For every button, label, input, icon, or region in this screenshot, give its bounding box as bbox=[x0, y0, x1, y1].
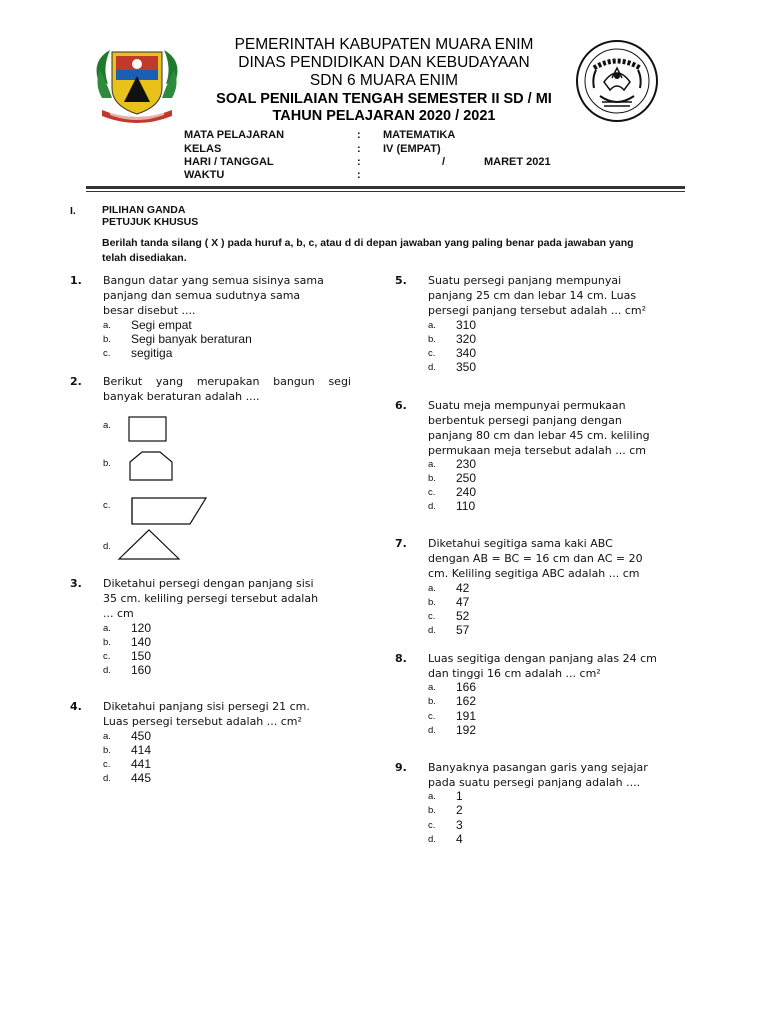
info-label: WAKTU bbox=[184, 169, 225, 181]
option-letter: b. bbox=[103, 637, 111, 648]
header-department: DINAS PENDIDIKAN DAN KEBUDAYAAN bbox=[238, 54, 530, 71]
option-letter: a. bbox=[103, 320, 111, 331]
question-line: Diketahui segitiga sama kaki ABC bbox=[428, 537, 613, 550]
question-line: berbentuk persegi panjang dengan bbox=[428, 414, 622, 427]
question-line: ... cm bbox=[103, 607, 134, 620]
question-line: banyak beraturan adalah .... bbox=[103, 390, 260, 403]
header-school: SDN 6 MUARA ENIM bbox=[309, 72, 459, 89]
option-letter: d. bbox=[428, 625, 436, 636]
question-line: panjang 80 cm dan lebar 45 cm. keliling bbox=[428, 429, 650, 442]
question-line: Banyaknya pasangan garis yang sejajar bbox=[428, 761, 648, 774]
option-text: 166 bbox=[456, 680, 477, 694]
question-number: 6. bbox=[395, 399, 407, 412]
triangle-shape-icon bbox=[116, 528, 182, 562]
option-text: Segi empat bbox=[131, 318, 192, 332]
option-text: 230 bbox=[456, 457, 477, 471]
option-text: 162 bbox=[456, 694, 477, 708]
option-text: 3 bbox=[456, 818, 463, 832]
option-text: 350 bbox=[456, 360, 477, 374]
option-text: 310 bbox=[456, 318, 477, 332]
option-letter: a. bbox=[428, 791, 436, 802]
rectangle-shape-icon bbox=[128, 416, 168, 442]
question-number: 7. bbox=[395, 537, 407, 550]
option-letter: c. bbox=[103, 759, 111, 770]
option-letter: d. bbox=[103, 773, 111, 784]
info-label: MATA PELAJARAN bbox=[184, 129, 285, 141]
question-number: 9. bbox=[395, 761, 407, 774]
question-line: panjang dan semua sudutnya sama bbox=[103, 289, 301, 302]
header-exam-title: SOAL PENILAIAN TENGAH SEMESTER II SD / MI bbox=[216, 91, 552, 107]
info-value-month: MARET 2021 bbox=[484, 156, 551, 168]
option-letter: b. bbox=[103, 334, 111, 345]
info-value-subject: MATEMATIKA bbox=[383, 129, 456, 141]
header-divider-thin bbox=[86, 191, 685, 192]
option-letter: d. bbox=[103, 665, 111, 676]
header-divider bbox=[86, 186, 685, 189]
header-government: PEMERINTAH KABUPATEN MUARA ENIM bbox=[234, 36, 534, 53]
option-letter: b. bbox=[103, 745, 111, 756]
option-letter: c. bbox=[428, 820, 436, 831]
option-text: 2 bbox=[456, 803, 463, 817]
option-letter: c. bbox=[428, 348, 436, 359]
option-letter: b. bbox=[428, 696, 436, 707]
option-letter: c. bbox=[428, 711, 436, 722]
question-line: cm. Keliling segitiga ABC adalah ... cm bbox=[428, 567, 640, 580]
option-text: 340 bbox=[456, 346, 477, 360]
option-letter: a. bbox=[428, 459, 436, 470]
info-separator: : bbox=[357, 143, 361, 155]
question-line: Bangun datar yang semua sisinya sama bbox=[103, 274, 324, 287]
option-text: Segi banyak beraturan bbox=[131, 332, 252, 346]
section-number: I. bbox=[70, 205, 76, 217]
option-letter: b. bbox=[428, 597, 436, 608]
question-line: Luas persegi tersebut adalah ... cm² bbox=[103, 715, 302, 728]
option-text: 320 bbox=[456, 332, 477, 346]
section-subtitle: PETUJUK KHUSUS bbox=[102, 216, 199, 228]
info-separator: : bbox=[357, 169, 361, 181]
option-text: 150 bbox=[131, 649, 152, 663]
option-letter: a. bbox=[428, 682, 436, 693]
question-line: dengan AB = BC = 16 cm dan AC = 20 bbox=[428, 552, 643, 565]
option-text: 120 bbox=[131, 621, 152, 635]
instruction-line: Berilah tanda silang ( X ) pada huruf a, b, c, atau d di depan jawaban yang paling benar pada jawaban yang bbox=[102, 237, 634, 249]
option-letter: b. bbox=[428, 334, 436, 345]
option-text: segitiga bbox=[131, 346, 173, 360]
question-number: 2. bbox=[70, 375, 82, 388]
option-text: 441 bbox=[131, 757, 152, 771]
question-line: pada suatu persegi panjang adalah .... bbox=[428, 776, 641, 789]
option-letter: c. bbox=[103, 500, 111, 511]
question-line: besar disebut .... bbox=[103, 304, 196, 317]
info-value-class: IV (EMPAT) bbox=[383, 143, 441, 155]
question-line: Luas segitiga dengan panjang alas 24 cm bbox=[428, 652, 657, 665]
info-label: HARI / TANGGAL bbox=[184, 156, 274, 168]
option-letter: a. bbox=[428, 320, 436, 331]
question-line: Diketahui persegi dengan panjang sisi bbox=[103, 577, 314, 590]
option-text: 414 bbox=[131, 743, 152, 757]
option-letter: b. bbox=[428, 805, 436, 816]
question-line: Diketahui panjang sisi persegi 21 cm. bbox=[103, 700, 310, 713]
instruction-line: telah disediakan. bbox=[102, 252, 187, 264]
option-letter: d. bbox=[428, 834, 436, 845]
question-line: persegi panjang tersebut adalah ... cm² bbox=[428, 304, 647, 317]
question-number: 1. bbox=[70, 274, 82, 287]
question-line: dan tinggi 16 cm adalah ... cm² bbox=[428, 667, 601, 680]
option-text: 450 bbox=[131, 729, 152, 743]
option-text: 240 bbox=[456, 485, 477, 499]
info-separator: : bbox=[357, 156, 361, 168]
question-line: panjang 25 cm dan lebar 14 cm. Luas bbox=[428, 289, 637, 302]
pentagon-shape-icon bbox=[128, 450, 174, 482]
question-number: 5. bbox=[395, 274, 407, 287]
parallelogram-shape-icon bbox=[128, 496, 208, 526]
option-text: 191 bbox=[456, 709, 477, 723]
option-letter: b. bbox=[428, 473, 436, 484]
option-text: 57 bbox=[456, 623, 470, 637]
option-letter: a. bbox=[103, 731, 111, 742]
section-title: PILIHAN GANDA bbox=[102, 204, 186, 216]
option-letter: a. bbox=[103, 623, 111, 634]
question-number: 3. bbox=[70, 577, 82, 590]
option-letter: d. bbox=[428, 362, 436, 373]
option-letter: c. bbox=[428, 611, 436, 622]
option-letter: c. bbox=[103, 348, 111, 359]
info-separator: : bbox=[357, 129, 361, 141]
question-number: 8. bbox=[395, 652, 407, 665]
question-line: 35 cm. keliling persegi tersebut adalah bbox=[103, 592, 319, 605]
question-line: permukaan meja tersebut adalah ... cm bbox=[428, 444, 647, 457]
question-line: Berikut yang merupakan bangun segi bbox=[103, 375, 351, 388]
option-text: 192 bbox=[456, 723, 477, 737]
option-letter: a. bbox=[428, 583, 436, 594]
option-text: 1 bbox=[456, 789, 463, 803]
option-text: 52 bbox=[456, 609, 470, 623]
option-letter: d. bbox=[103, 541, 111, 552]
question-line: Suatu persegi panjang mempunyai bbox=[428, 274, 622, 287]
option-letter: d. bbox=[428, 501, 436, 512]
header-school-year: TAHUN PELAJARAN 2020 / 2021 bbox=[272, 108, 496, 124]
option-letter: c. bbox=[103, 651, 111, 662]
option-text: 140 bbox=[131, 635, 152, 649]
question-line: Suatu meja mempunyai permukaan bbox=[428, 399, 626, 412]
option-text: 42 bbox=[456, 581, 470, 595]
option-text: 160 bbox=[131, 663, 152, 677]
question-number: 4. bbox=[70, 700, 82, 713]
option-text: 110 bbox=[456, 499, 476, 513]
option-letter: d. bbox=[428, 725, 436, 736]
option-letter: c. bbox=[428, 487, 436, 498]
option-letter: b. bbox=[103, 458, 111, 469]
option-text: 445 bbox=[131, 771, 152, 785]
info-value-date: / bbox=[442, 156, 446, 168]
info-label: KELAS bbox=[184, 143, 222, 155]
option-text: 250 bbox=[456, 471, 477, 485]
option-letter: a. bbox=[103, 420, 111, 431]
option-text: 4 bbox=[456, 832, 463, 846]
option-text: 47 bbox=[456, 595, 470, 609]
